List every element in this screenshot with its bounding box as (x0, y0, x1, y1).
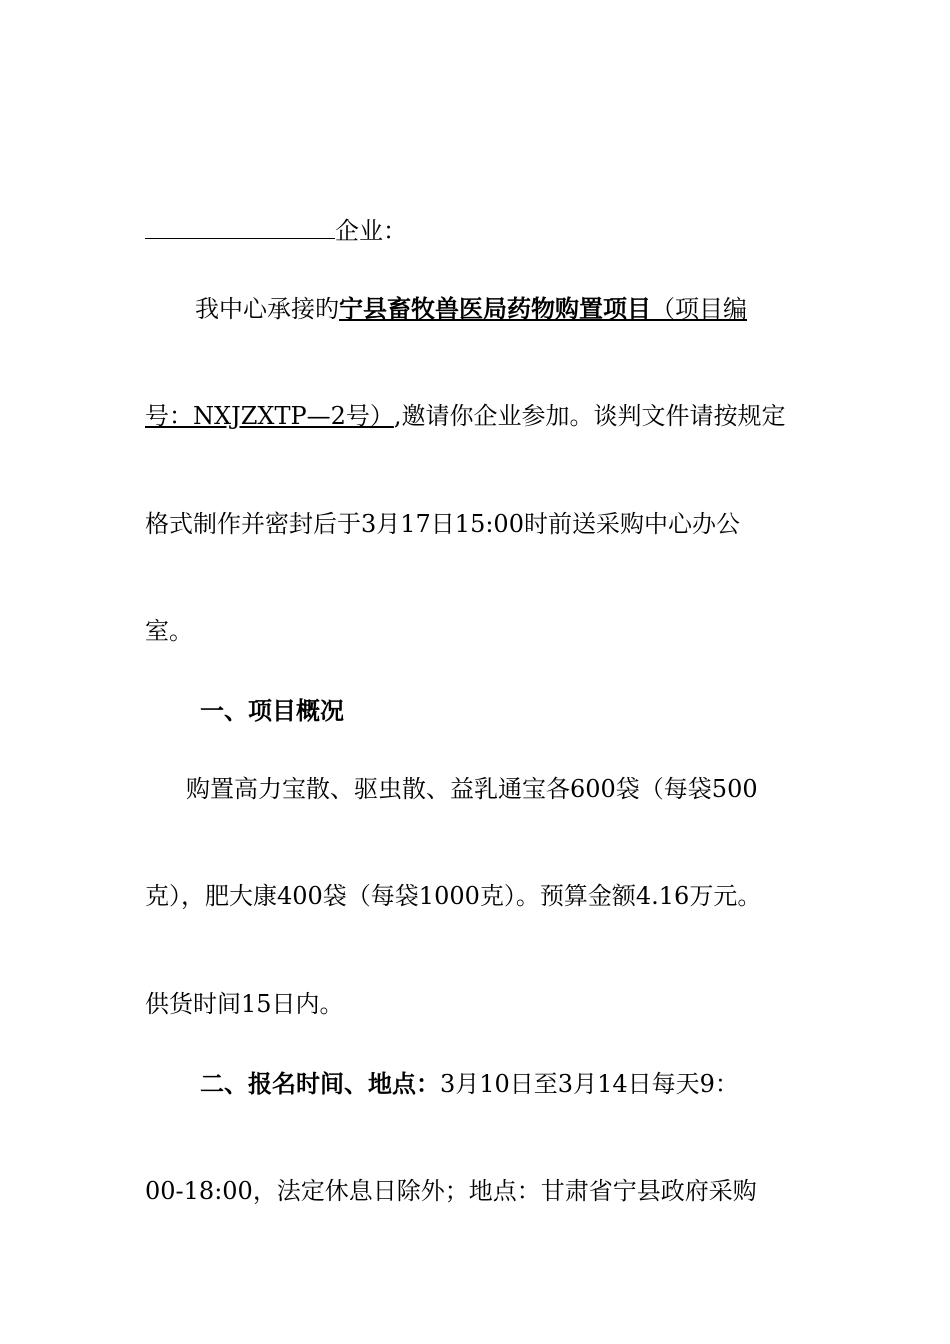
company-name-blank (145, 216, 335, 239)
salutation-suffix: 企业： (335, 217, 407, 245)
para1-lead: 我中心承接旳 (195, 295, 339, 323)
para1-invite-text: ,邀请你企业参加。谈判文件请按规定 (393, 402, 786, 430)
salutation-line (145, 215, 407, 247)
section1-line1: 购置高力宝散、驱虫散、益乳通宝各600袋（每袋500 (186, 775, 758, 803)
project-number: 号：NXJZXTP—2号） (145, 402, 394, 430)
para1-line4: 室。 (145, 617, 193, 645)
section2-line1 (200, 1068, 739, 1100)
section1-heading: 一、项目概况 (200, 696, 344, 725)
section2-heading: 二、报名时间、地点： (200, 1069, 440, 1098)
section2-registration-time: 3月10日至3月14日每天9： (440, 1070, 739, 1098)
project-no-open: （项目编 (651, 295, 747, 323)
section1-line2: 克），肥大康400袋（每袋1000克）。预算金额4.16万元。 (145, 882, 762, 910)
section2-line2: 00-18:00，法定休息日除外；地点：甘肃省宁县政府采购 (145, 1177, 757, 1205)
project-name: 宁县畜牧兽医局药物购置项目 (339, 294, 651, 323)
para1-line2 (145, 400, 786, 432)
section1-line3: 供货时间15日内。 (145, 990, 344, 1018)
para1-line3: 格式制作并密封后于3月17日15:00时前送采购中心办公 (145, 510, 740, 538)
para1-line1 (195, 293, 747, 325)
